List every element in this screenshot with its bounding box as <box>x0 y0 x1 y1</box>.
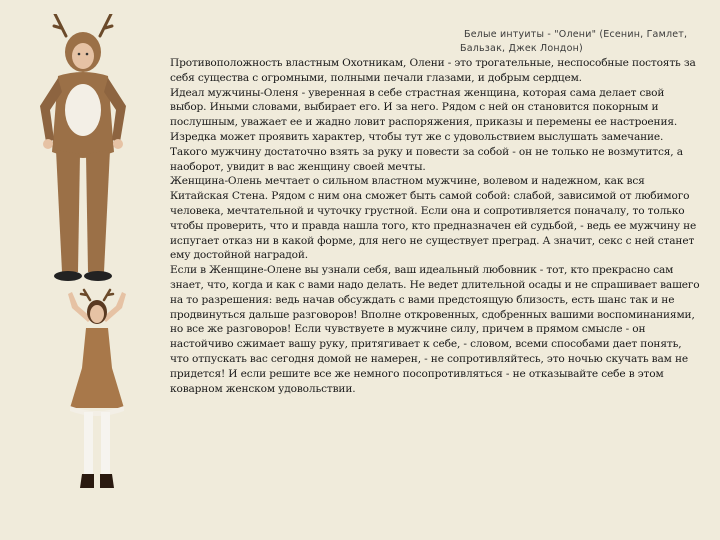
paragraph-3: Женщина-Олень мечтает о сильном властном мужчине, волевом и надежном, как вся Китайская Стена. Рядом с ним она сможет быть самой собой: слабой, зависимой от любимого человека, мечтательной и чуточку грустной. Если она и сопротивляется поначалу, то только чтобы проверить, что и правда нашла того, кто предназначен ей судьбой, - ведь ее мужчину не испугает отказ ни в какой форме, для него не существует преград. А значит, секс с ней станет ему достойной наградой. <box>170 175 697 262</box>
paragraph-1: Противоположность властным Охотникам, Олени - это трогательные, неспособные постоять за себя существа с огромными, полными печали глазами, и добрым сердцем. <box>170 57 696 84</box>
header-line-1: Белые интуиты - "Олени" (Есенин, Гамлет, <box>464 29 688 40</box>
woman-reindeer-dress-image <box>52 288 142 500</box>
header-line-2: Бальзак, Джек Лондон) <box>460 43 583 54</box>
slide-header <box>440 28 710 56</box>
paragraph-4: Если в Женщине-Олене вы узнали себя, ваш идеальный любовник - тот, кто прекрасно сам знает, что, когда и как с вами надо делать. Не ведет длительной осады и не спрашивает вашего на то разрешения: ведь начав обсуждать с вами предстоящую близость, есть шанс так и не продвинуться дальше разговоров! Вполне откровенных, сдобренных вашими воспоминаниями, но все же разговоров! Если чувствуете в мужчине силу, причем в прямом смысле - он настойчиво сжимает вашу руку, притягивает к себе, - словом, всеми способами дает понять, что отпускать вас сегодня домой не намерен, - не сопротивляйтесь, это ночью скучать вам не придется! И если решите все же немного посопротивляться - не отказывайте себе в этом коварном женском удовольствии. <box>170 264 700 395</box>
article-body <box>170 56 700 396</box>
man-reindeer-costume-image <box>28 14 138 284</box>
paragraph-2: Идеал мужчины-Оленя - уверенная в себе страстная женщина, которая сама делает свой выбор. Иными словами, выбирает его. И за него. Рядом с ней он становится покорным и послушным, уважает ее и жадно ловит распоряжения, приказы и перемены ее настроения. Изредка может проявить характер, чтобы тут же с удовольствием выслушать замечание. Такого мужчину достаточно взять за руку и повести за собой - он не только не возмутится, а наоборот, увидит в вас женщину своей мечты. <box>170 86 683 173</box>
